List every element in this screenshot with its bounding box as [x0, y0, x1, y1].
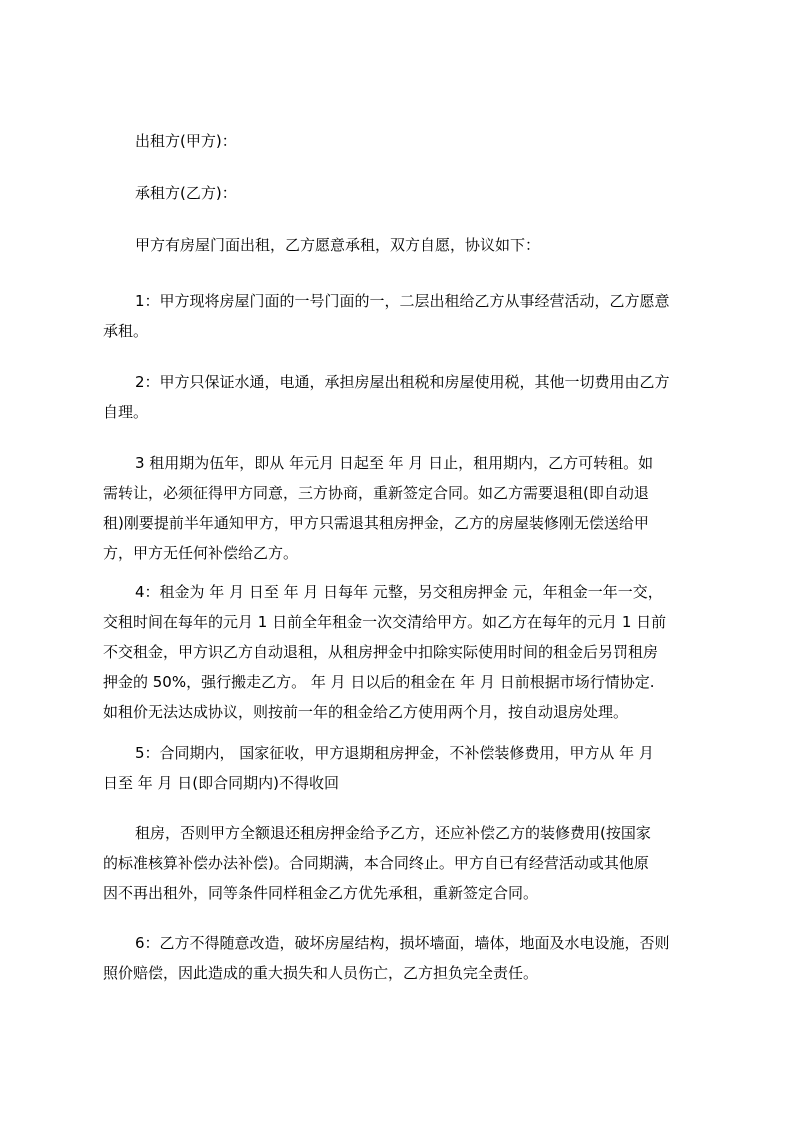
clause-4-line-3: 不交租金，甲方识乙方自动退租，从租房押金中扣除实际使用时间的租金后另罚租房: [103, 643, 659, 661]
clause-5-cont-line-1: 租房，否则甲方全额退还租房押金给予乙方，还应补偿乙方的装修费用(按国家: [135, 824, 651, 842]
clause-4-line-2: 交租时间在每年的元月 1 日前全年租金一次交清给甲方。如乙方在每年的元月 1 日前: [103, 613, 667, 631]
clause-5-cont-line-3: 因不再出租外，同等条件同样租金乙方优先承租，重新签定合同。: [103, 884, 539, 902]
clause-4-line-4: 押金的 50%，强行搬走乙方。 年 月 日以后的租金在 年 月 日前根据市场行情协定.: [103, 673, 655, 691]
intro-paragraph: [103, 230, 703, 260]
lessor-text: 出租方(甲方)：: [135, 132, 237, 150]
clause-2: [103, 367, 703, 427]
clause-6-line-1: 6：乙方不得随意改造，破坏房屋结构，损坏墙面，墙体，地面及水电设施，否则: [135, 934, 670, 952]
clause-2-line-2: 自理。: [103, 403, 149, 421]
clause-3: [103, 448, 703, 568]
clause-3-line-2: 需转让，必须征得甲方同意，三方协商，重新签定合同。如乙方需要退租(即自动退: [103, 484, 649, 502]
clause-5-cont-line-2: 的标准核算补偿办法补偿)。合同期满，本合同终止。甲方自已有经营活动或其他原: [103, 854, 649, 872]
clause-6-line-2: 照价赔偿，因此造成的重大损失和人员伤亡，乙方担负完全责任。: [103, 964, 539, 982]
clause-2-line-1: 2：甲方只保证水通，电通，承担房屋出租税和房屋使用税，其他一切费用由乙方: [135, 373, 670, 391]
clause-3-line-4: 方，甲方无任何补偿给乙方。: [103, 544, 299, 562]
lessee-text: 承租方(乙方)：: [135, 184, 237, 202]
clause-5-line-2: 日至 年 月 日(即合同期内)不得收回: [103, 774, 340, 792]
clause-1-line-1: 1：甲方现将房屋门面的一号门面的一，二层出租给乙方从事经营活动，乙方愿意: [135, 292, 670, 310]
clause-1-line-2: 承租。: [103, 322, 149, 340]
intro-text: 甲方有房屋门面出租，乙方愿意承租，双方自愿，协议如下：: [135, 236, 541, 254]
clause-5-line-1: 5：合同期内， 国家征收，甲方退期租房押金，不补偿装修费用，甲方从 年 月: [135, 744, 654, 762]
lessor-line: [103, 126, 703, 156]
clause-4-line-1: 4：租金为 年 月 日至 年 月 日每年 元整，另交租房押金 元，年租金一年一交，: [135, 583, 663, 601]
clause-3-line-3: 租)刚要提前半年通知甲方，甲方只需退其租房押金，乙方的房屋装修刚无偿送给甲: [103, 514, 649, 532]
clause-6: [103, 928, 703, 988]
clause-3-line-1: 3 租用期为伍年，即从 年元月 日起至 年 月 日止，租用期内，乙方可转租。如: [135, 454, 654, 472]
clause-1: [103, 286, 703, 346]
lessee-line: [103, 178, 703, 208]
clause-5-continued: [103, 818, 703, 908]
clause-4: [103, 577, 703, 727]
clause-4-line-5: 如租价无法达成协议，则按前一年的租金给乙方使用两个月，按自动退房处理。: [103, 703, 629, 721]
clause-5: [103, 738, 703, 798]
